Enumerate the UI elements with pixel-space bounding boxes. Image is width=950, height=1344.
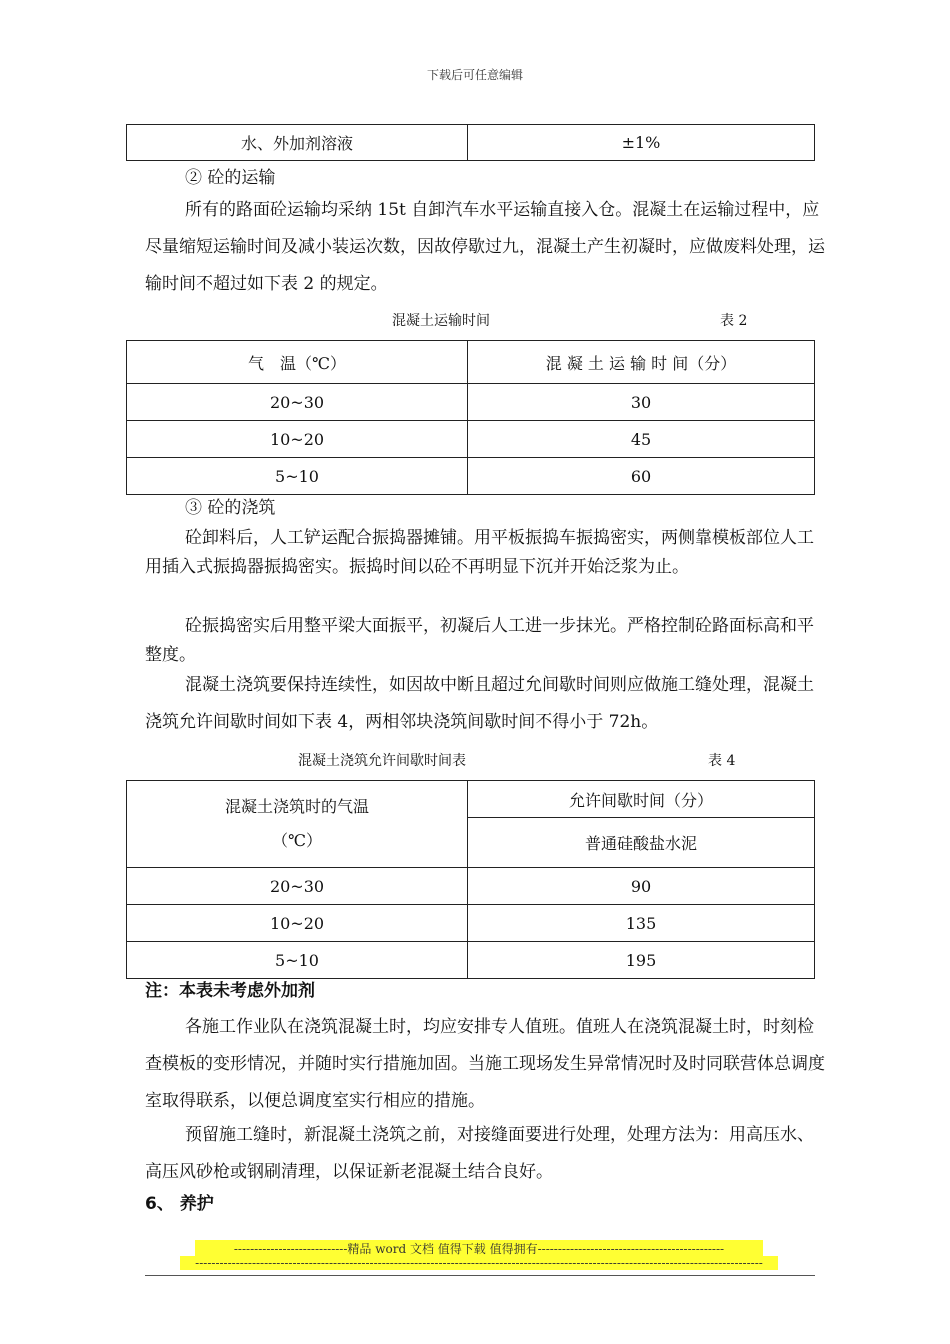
table-cell: 195 <box>468 942 815 979</box>
transport-time-table <box>126 340 815 495</box>
temp-header-line: 混凝土浇筑时的气温 <box>224 797 369 816</box>
table-cell: 60 <box>468 458 815 495</box>
table-cell: 10~20 <box>127 421 468 458</box>
table-header: 气 温（℃） <box>127 341 468 384</box>
table-cell: 20~30 <box>127 384 468 421</box>
pour-interval-table <box>126 780 815 979</box>
table-cell: 5~10 <box>127 458 468 495</box>
table-cell: 90 <box>468 868 815 905</box>
table-header: 普通硅酸盐水泥 <box>468 818 815 868</box>
table-cell: ±1% <box>468 125 815 161</box>
table-cell: 10~20 <box>127 905 468 942</box>
section-title: ② 砼的运输 <box>185 168 276 188</box>
table-label: 表 4 <box>708 753 736 769</box>
page-header: 下载后可任意编辑 <box>426 68 523 82</box>
paragraph: 砼卸料后，人工铲运配合振捣器摊铺。用平板振捣车振捣密实，两侧靠模板部位人工用插入式振捣器振捣密实。振捣时间以砼不再明显下沉并开始泛浆为止。 <box>145 528 814 577</box>
table-label: 表 2 <box>720 313 748 329</box>
section-title: 6、 养护 <box>145 1194 214 1214</box>
table-caption: 混凝土浇筑允许间歇时间表 <box>298 753 466 769</box>
paragraph: 所有的路面砼运输均采纳 15t 自卸汽车水平运输直接入仓。混凝土在运输过程中，应尽量缩短运输时间及减小装运次数，因故停歇过九，混凝土产生初凝时，应做废料处理，运输时间不超过如下表 2 的规定。 <box>145 200 825 294</box>
table-cell: 135 <box>468 905 815 942</box>
table-note: 注：本表未考虑外加剂 <box>145 981 315 1001</box>
tolerance-table <box>126 124 815 161</box>
footer-banner: -------------------------------------------------------------------------------------------------------------------------------------------- <box>180 1256 778 1270</box>
table-cell: 30 <box>468 384 815 421</box>
table-header: 允许间歇时间（分） <box>468 781 815 818</box>
table-cell: 45 <box>468 421 815 458</box>
table-header: 混 凝 土 运 输 时 间（分） <box>468 341 815 384</box>
paragraph: 预留施工缝时，新混凝土浇筑之前，对接缝面要进行处理，处理方法为：用高压水、高压风砂枪或钢刷清理，以保证新老混凝土结合良好。 <box>145 1125 814 1182</box>
table-cell: 20~30 <box>127 868 468 905</box>
footer-rule <box>145 1275 815 1276</box>
footer-banner: ----------------------------精品 word 文档 值得下载 值得拥有---------------------------------------------- <box>195 1240 763 1257</box>
table-header <box>127 781 468 868</box>
table-cell: 水、外加剂溶液 <box>127 125 468 161</box>
table-caption: 混凝土运输时间 <box>392 313 490 329</box>
paragraph: 混凝土浇筑要保持连续性，如因故中断且超过允间歇时间则应做施工缝处理，混凝土浇筑允许间歇时间如下表 4，两相邻块浇筑间歇时间不得小于 72h。 <box>145 675 814 732</box>
paragraph: 各施工作业队在浇筑混凝土时，均应安排专人值班。值班人在浇筑混凝土时，时刻检查模板的变形情况，并随时实行措施加固。当施工现场发生异常情况时及时同联营体总调度室取得联系，以便总调度室实行相应的措施。 <box>145 1017 825 1111</box>
temp-header-unit: （℃） <box>272 831 322 850</box>
table-cell: 5~10 <box>127 942 468 979</box>
section-title: ③ 砼的浇筑 <box>185 498 276 518</box>
paragraph: 砼振捣密实后用整平梁大面振平，初凝后人工进一步抹光。严格控制砼路面标高和平整度。 <box>145 616 814 665</box>
